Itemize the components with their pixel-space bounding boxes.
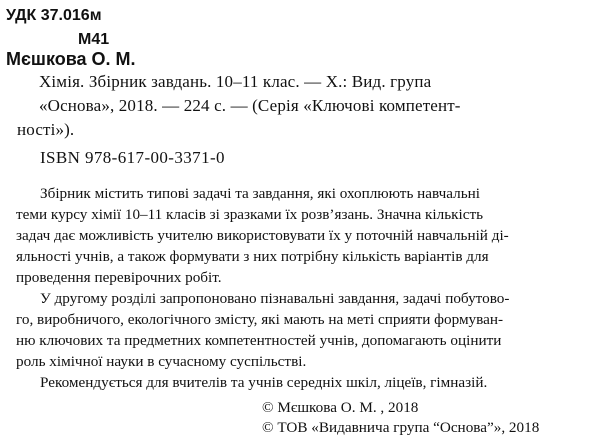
copyright-author: © Мєшкова О. М. , 2018 [262, 399, 419, 416]
paragraph2-line-2: го, виробничого, екологічного змісту, які мають на меті сприяти формуван- [16, 311, 504, 328]
description-line-3: ності»). [17, 120, 75, 139]
description-line-2: «Основа», 2018. — 224 с. — (Серія «Ключові компетент- [39, 96, 461, 115]
paragraph2-line-3: ню ключових та предметних компетентностей учнів, допомагають оцінити [16, 332, 502, 349]
paragraph1-line-2: теми курсу хімії 10–11 класів зі зразками їх розв’язань. Значна кількість [16, 206, 484, 223]
udk-code: УДК 37.016м [6, 7, 102, 24]
paragraph2-line-4: роль хімічної науки в сучасному суспільстві. [16, 353, 307, 370]
isbn: ISBN 978-617-00-3371-0 [40, 148, 225, 167]
copyright-publisher: © ТОВ «Видавнича група “Основа”», 2018 [262, 419, 540, 436]
paragraph1-line-4: яльності учнів, а також формувати з них потрібну кількість варіантів для [16, 248, 489, 265]
paragraph1-line-5: проведення перевірочних робіт. [16, 269, 222, 286]
paragraph1-line-1: Збірник містить типові задачі та завдання, які охоплюють навчальні [40, 185, 480, 202]
paragraph1-line-3: задач дає можливість учителю використовувати їх у поточній навчальній ді- [16, 227, 509, 244]
author-mark: М41 [78, 31, 110, 48]
paragraph2-line-1: У другому розділі запропоновано пізнавальні завдання, задачі побутово- [40, 290, 510, 307]
author-name: Мєшкова О. М. [6, 49, 136, 69]
description-line-1: Хімія. Збірник завдань. 10–11 клас. — Х.: Вид. група [39, 72, 432, 91]
recommendation: Рекомендується для вчителів та учнів середніх шкіл, ліцеїв, гімназій. [40, 374, 488, 391]
